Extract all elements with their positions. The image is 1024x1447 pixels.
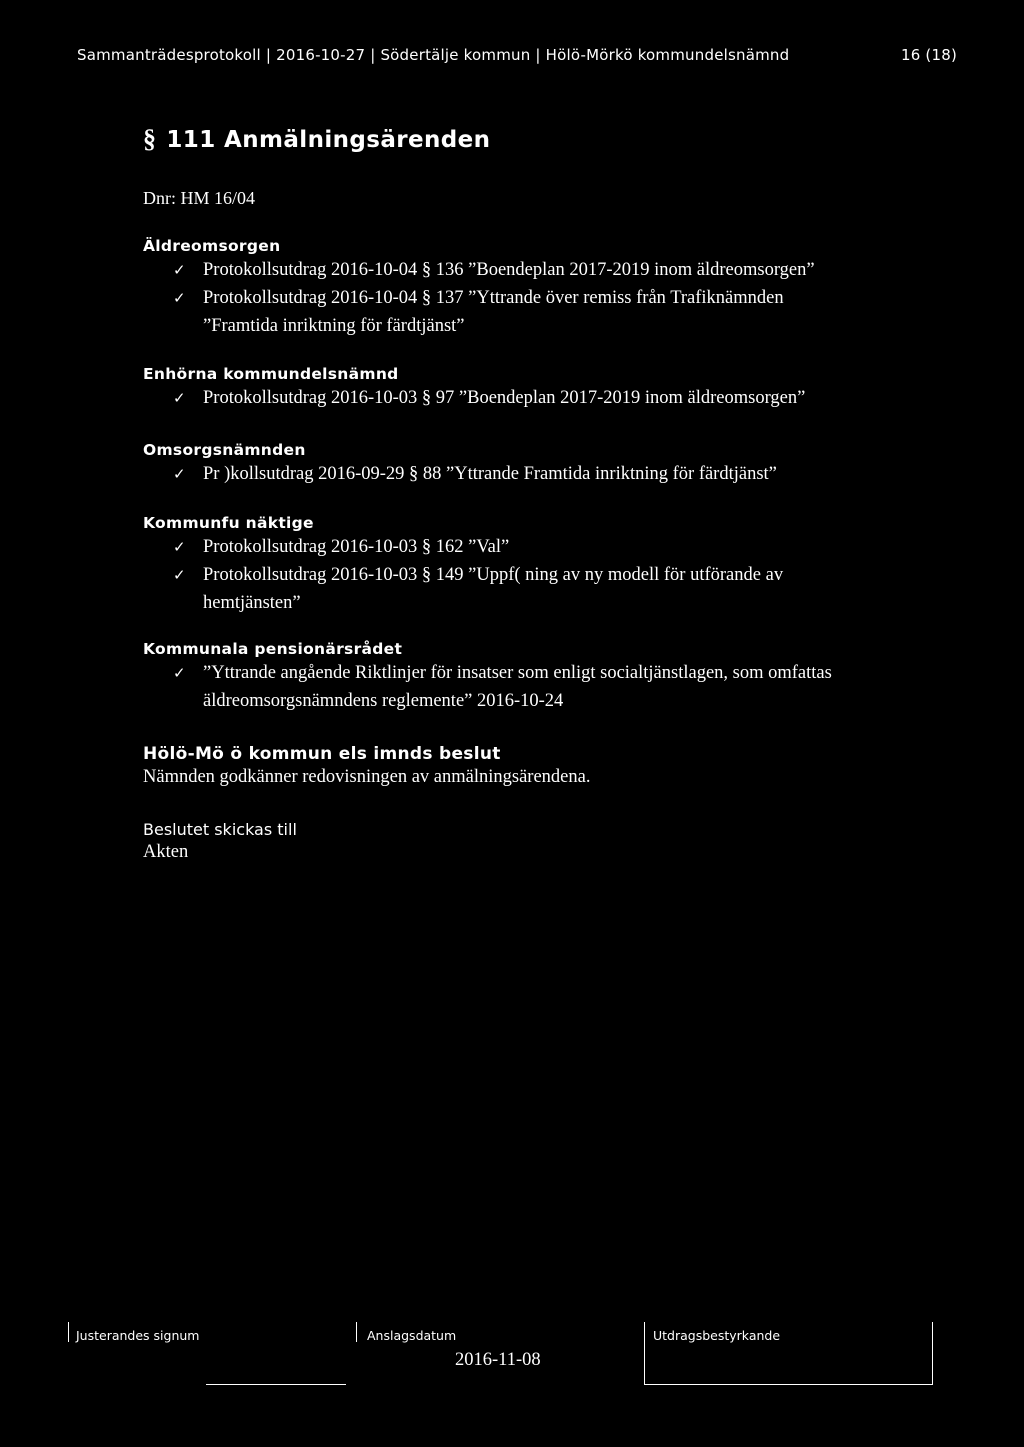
item-line: ”Framtida inriktning för färdtjänst” bbox=[203, 316, 465, 336]
check-icon: ✓ bbox=[173, 389, 186, 407]
group-heading: Omsorgsnämnden bbox=[143, 441, 306, 459]
justerandes-signum-label: Justerandes signum bbox=[76, 1328, 200, 1343]
signature-line bbox=[206, 1384, 346, 1385]
list-item bbox=[143, 384, 943, 412]
item-line: ”Yttrande angående Riktlinjer för insatser som enligt socialtjänstlagen, som omfattas bbox=[203, 663, 832, 683]
footer-divider bbox=[356, 1322, 357, 1342]
list-item bbox=[143, 561, 943, 617]
send-recipient: Akten bbox=[143, 842, 189, 862]
group-heading: Enhörna kommundelsnämnd bbox=[143, 365, 399, 383]
check-icon: ✓ bbox=[173, 664, 186, 682]
group-enhorna bbox=[143, 364, 943, 412]
item-line: Protokollsutdrag 2016-10-04 § 137 ”Yttrande över remiss från Trafiknämnden bbox=[203, 288, 784, 308]
item-line: äldreomsorgsnämndens reglemente” 2016-10-24 bbox=[203, 691, 564, 711]
item-list bbox=[143, 460, 943, 488]
send-title: Beslutet skickas till bbox=[143, 820, 297, 839]
diary-number: Dnr: HM 16/04 bbox=[143, 188, 255, 208]
anslagsdatum-value: 2016-11-08 bbox=[455, 1350, 541, 1370]
group-aldreomsorgen bbox=[143, 236, 943, 340]
group-kommunfullmaktige bbox=[143, 513, 943, 617]
item-list bbox=[143, 533, 943, 617]
paragraph-symbol: § bbox=[143, 124, 157, 153]
list-item bbox=[143, 284, 943, 340]
decision-title: Hölö-Mö ö kommun els imnds beslut bbox=[143, 744, 501, 764]
item-list bbox=[143, 256, 943, 340]
check-icon: ✓ bbox=[173, 566, 186, 584]
item-line: Protokollsutdrag 2016-10-03 § 149 ”Uppf( ning av ny modell för utförande av bbox=[203, 565, 784, 585]
list-item bbox=[143, 256, 943, 284]
check-icon: ✓ bbox=[173, 289, 186, 307]
footer-divider bbox=[68, 1322, 69, 1342]
item-list bbox=[143, 659, 943, 715]
section-title-text: 111 Anmälningsärenden bbox=[166, 127, 491, 153]
group-heading: Kommunfu näktige bbox=[143, 514, 314, 532]
item-line: hemtjänsten” bbox=[203, 593, 301, 613]
footer-divider bbox=[644, 1322, 645, 1384]
list-item bbox=[143, 533, 943, 561]
list-item bbox=[143, 460, 943, 488]
item-list bbox=[143, 384, 943, 412]
list-item bbox=[143, 659, 943, 715]
anslagsdatum-label: Anslagsdatum bbox=[367, 1328, 457, 1343]
item-line: Protokollsutdrag 2016-10-03 § 97 ”Boendeplan 2017-2019 inom äldreomsorgen” bbox=[203, 388, 806, 408]
header-text: Sammanträdesprotokoll | 2016-10-27 | Södertälje kommun | Hölö-Mörkö kommundelsnämnd bbox=[77, 46, 790, 64]
page-number: 16 (18) bbox=[900, 46, 957, 64]
signature-line bbox=[644, 1384, 933, 1385]
group-heading: Kommunala pensionärsrådet bbox=[143, 640, 403, 658]
check-icon: ✓ bbox=[173, 465, 186, 483]
page-header bbox=[77, 46, 957, 64]
group-heading: Äldreomsorgen bbox=[143, 237, 281, 255]
section-title bbox=[143, 124, 490, 154]
decision-text: Nämnden godkänner redovisningen av anmälningsärendena. bbox=[143, 767, 591, 787]
group-pensionarsradet bbox=[143, 639, 943, 715]
item-line: Protokollsutdrag 2016-10-03 § 162 ”Val” bbox=[203, 537, 510, 557]
utdragsbestyrkande-label: Utdragsbestyrkande bbox=[653, 1328, 781, 1343]
group-omsorgsnamnden bbox=[143, 440, 943, 488]
check-icon: ✓ bbox=[173, 261, 186, 279]
item-line: Protokollsutdrag 2016-10-04 § 136 ”Boendeplan 2017-2019 inom äldreomsorgen” bbox=[203, 260, 815, 280]
check-icon: ✓ bbox=[173, 538, 186, 556]
item-line: Pr )kollsutdrag 2016-09-29 § 88 ”Yttrande Framtida inriktning för färdtjänst” bbox=[203, 464, 777, 484]
footer-divider bbox=[932, 1322, 933, 1384]
